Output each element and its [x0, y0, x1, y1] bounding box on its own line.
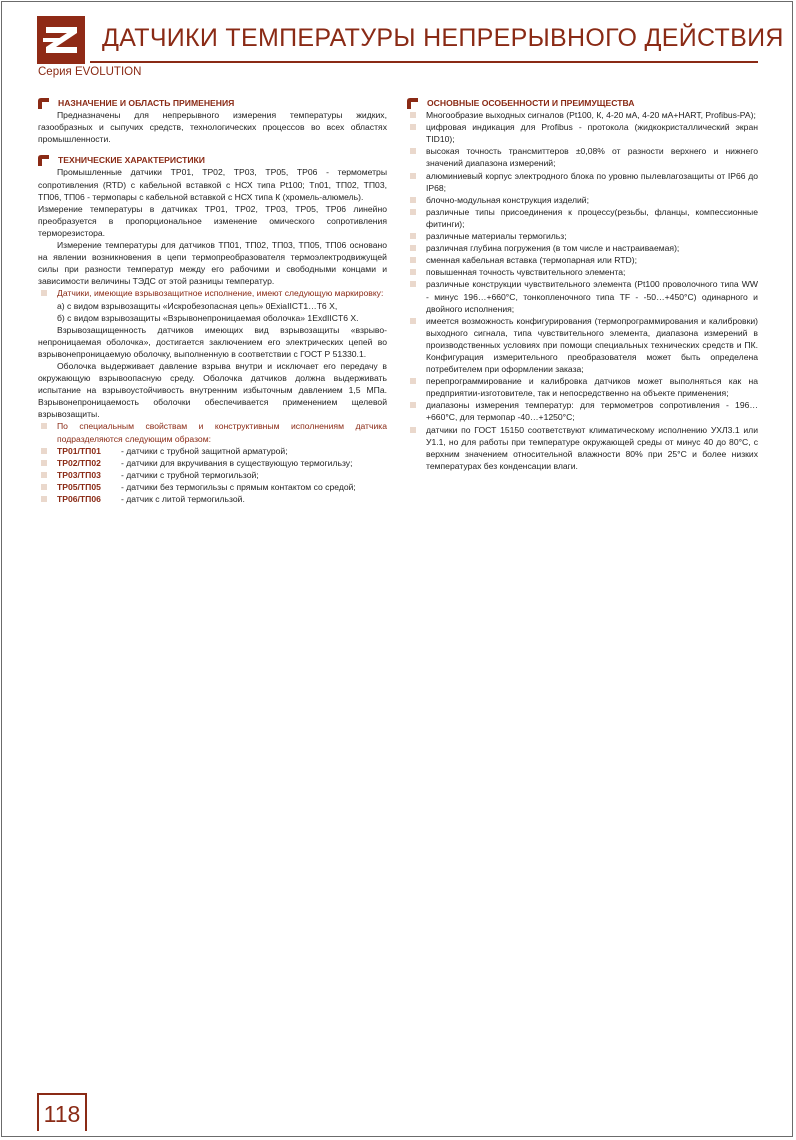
type-item: ТР01/ТП01 - датчики с трубной защитной арматурой; — [38, 445, 387, 457]
feature-item: блочно-модульная конструкция изделий; — [407, 194, 758, 206]
type-item: ТР03/ТП03 - датчики с трубной термогильзой; — [38, 469, 387, 481]
section-marker-icon — [38, 155, 49, 166]
feature-item: алюминиевый корпус электродного блока по уровню пылевлагозащиты от IP66 до IP68; — [407, 170, 758, 194]
feature-item: цифровая индикация для Profibus - протокола (жидкокристаллический экран TID10); — [407, 121, 758, 145]
feature-item: диапазоны измерения температур: для термометров сопротивления - 196…+660°С, для термопар -40…+1250°С; — [407, 399, 758, 423]
feature-item: Многообразие выходных сигналов (Pt100, К, 4-20 мА, 4-20 мА+HART, Profibus-PA); — [407, 109, 758, 121]
ex-marking-b: б) с видом взрывозащиты «Взрывонепроницаемая оболочка» 1ExdIICT6 Х. — [57, 312, 359, 323]
ex-marking-bullet: Датчики, имеющие взрывозащитное исполнение, имеют следующую маркировку: — [38, 287, 387, 299]
left-column — [38, 95, 387, 505]
type-item: ТР05/ТП05 - датчики без термогильзы с прямым контактом со средой; — [38, 481, 387, 493]
type-item: ТР02/ТП02 - датчики для вкручивания в существующую термогильзу; — [38, 457, 387, 469]
feature-item: сменная кабельная вставка (термопарная или RTD); — [407, 254, 758, 266]
feature-item: перепрограммирование и калибровка датчиков может выполняться как на предприятии-изготовителе, так и непосредственно на объекте применения; — [407, 375, 758, 399]
types-bullet: По специальным свойствам и конструктивным исполнениям датчика подразделяются следующим образом: — [38, 420, 387, 444]
section-marker-icon — [38, 98, 49, 109]
section-heading-features: ОСНОВНЫЕ ОСОБЕННОСТИ И ПРЕИМУЩЕСТВА — [407, 97, 758, 109]
feature-item: датчики по ГОСТ 15150 соответствуют климатическому исполнению УХЛ3.1 или У1.1, но для работы при температуре окружающей среды от минус 40 до 80°С, с верхним значением относительной влажности 80% при 25°С и более низких температурах без конденсации влаги. — [407, 424, 758, 472]
page-number: 118 — [37, 1093, 87, 1131]
feature-item: повышенная точность чувствительного элемента; — [407, 266, 758, 278]
title-rule — [90, 61, 758, 63]
section-heading-tech: ТЕХНИЧЕСКИЕ ХАРАКТЕРИСТИКИ — [38, 154, 387, 166]
tech-paragraph: Измерение температуры для датчиков ТП01, ТП02, ТП03, ТП05, ТП06 основано на явлении возникновения в цепи термопреобразователя термоэлектродвижущей силы при разности температур между его рабочими и свободными концами и зависимости величины ТЭДС от этой разницы температур. — [38, 240, 387, 287]
feature-item: высокая точность трансмиттеров ±0,08% от разности верхнего и нижнего значений диапазона измерений; — [407, 145, 758, 169]
purpose-text: Предназначены для непрерывного измерения температуры жидких, газообразных и сыпучих средств, технологических процессов во всех областях промышленности. — [38, 110, 387, 145]
section-heading-purpose: НАЗНАЧЕНИЕ И ОБЛАСТЬ ПРИМЕНЕНИЯ — [38, 97, 387, 109]
ex-marking-a: а) с видом взрывозащиты «Искробезопасная цепь» 0ExiaIICT1…Т6 Х, — [57, 300, 338, 311]
type-item: ТР06/ТП06 - датчик с литой термогильзой. — [38, 493, 387, 505]
feature-item: различные конструкции чувствительного элемента (Pt100 проволочного типа WW - минус 196…+660°С, тонкопленочного типа TF - -50…+450°С) одинарного и двойного исполнения; — [407, 278, 758, 314]
feature-item: различная глубина погружения (в том числе и настраиваемая); — [407, 242, 758, 254]
feature-item: различные материалы термогильз; — [407, 230, 758, 242]
ex-paragraph: Оболочка выдерживает давление взрыва внутри и исключает его передачу в окружающую взрывоопасную среду. Оболочка датчиков должна выдерживать испытание на взрывоустойчивость внутренним избыточным давлением 1,5 МПа. Взрывонепроницаемость оболочки обеспечивается применением щелевой взрывозащиты. — [38, 360, 387, 420]
feature-item: различные типы присоединения к процессу(резьбы, фланцы, компессионные фитинги); — [407, 206, 758, 230]
page-title: ДАТЧИКИ ТЕМПЕРАТУРЫ НЕПРЕРЫВНОГО ДЕЙСТВИЯ — [102, 24, 784, 52]
ex-paragraph: Взрывозащищенность датчиков имеющих вид взрывозащиты «взрыво-непроницаемая оболочка», достигается заключением его электрических цепей во взрывонепроницаемую оболочку, выполненную в соответствии с ГОСТ Р 51330.1. — [38, 324, 387, 359]
series-label: Серия EVOLUTION — [38, 66, 142, 78]
tech-paragraph: Промышленные датчики ТР01, ТР02, ТР03, ТР05, ТР06 - термометры сопротивления (RTD) с кабельной вставкой с НСХ типа Pt100; Tп01, ТП02, ТП03, ТП06, ТП06 - термопары с кабельной вставкой с НСХ типа К (хромель-алюмель). — [38, 167, 387, 202]
feature-item: имеется возможность конфигурирования (термопрограммирования и калибровки) выходного сигнала, типа чувствительного элемента, диапазона измерений в производственных условиях при помощи специальных технических средств и ПК. Конфигурация измерительного преобразователя может быть определена потребителем при оформлении заказа; — [407, 315, 758, 375]
right-column — [407, 95, 758, 472]
section-marker-icon — [407, 98, 418, 109]
z-logo-icon — [37, 16, 85, 64]
tech-paragraph: Измерение температуры в датчиках ТР01, ТР02, ТР03, ТР05, ТР06 линейно преобразуется в пропорциональное изменение омического сопротивления терморезистора. — [38, 203, 387, 238]
